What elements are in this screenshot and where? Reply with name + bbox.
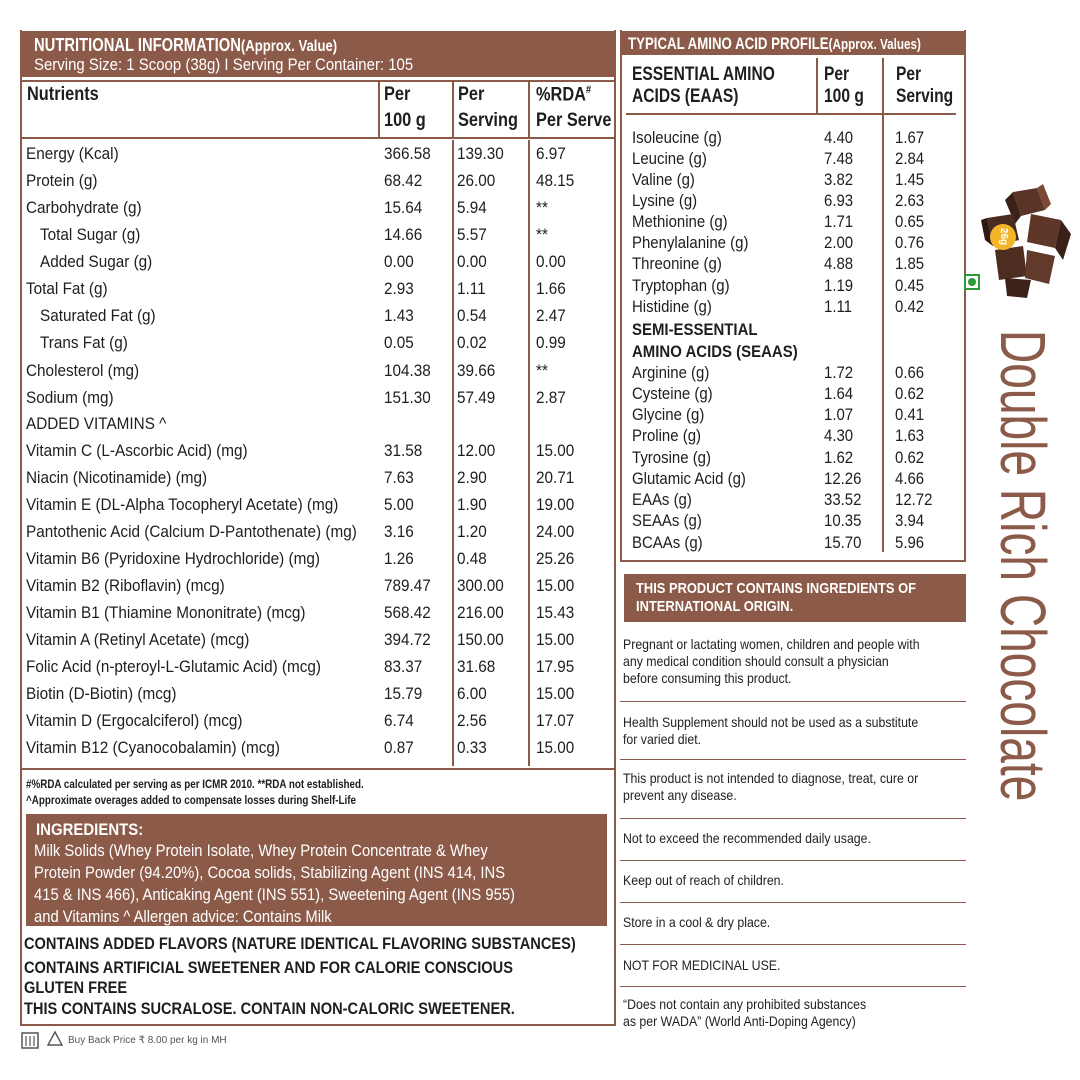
- nutrient-per-serving: 0.02: [457, 333, 487, 352]
- table-bottom-rule: [22, 768, 614, 770]
- nutrient-per100: 104.38: [384, 361, 431, 380]
- amino-name: Glutamic Acid (g): [632, 469, 746, 488]
- nutrient-rda: 0.00: [536, 252, 566, 271]
- nutrient-per-serving: 300.00: [457, 576, 504, 595]
- ingredients-line: 415 & INS 466), Anticaking Agent (INS 551), Sweetening Agent (INS 955): [34, 885, 515, 904]
- amino-head-name: [632, 64, 775, 108]
- col-perserv-bottom: Serving: [458, 110, 518, 131]
- nutrient-per100: 0.00: [384, 252, 414, 271]
- nutrition-row: [26, 468, 614, 494]
- header-rule-bottom: [22, 137, 614, 139]
- nutrient-per-serving: 39.66: [457, 361, 496, 380]
- nutrition-row: [26, 144, 614, 170]
- nutrient-per100: 15.79: [384, 684, 423, 703]
- nutrition-row: [26, 171, 614, 197]
- amino-name: Valine (g): [632, 170, 695, 189]
- nutrient-name: Total Fat (g): [26, 279, 108, 298]
- amino-per-serving: 5.96: [895, 533, 925, 552]
- amino-per-serving: 0.62: [895, 384, 925, 403]
- nutrient-name: Vitamin D (Ergocalciferol) (mcg): [26, 711, 243, 730]
- amino-per-serving: 3.94: [895, 511, 925, 530]
- semi-essential-title: SEMI-ESSENTIAL: [632, 320, 758, 339]
- semi-essential-subtitle: AMINO ACIDS (SEAAS): [632, 342, 798, 361]
- warning-divider: [620, 986, 966, 987]
- nutrition-title: NUTRITIONAL INFORMATION(Approx. Value): [34, 35, 338, 55]
- amino-per100: 1.72: [824, 363, 854, 382]
- amino-per-serving: 4.66: [895, 469, 925, 488]
- amino-row: [632, 405, 962, 427]
- nutrient-name: Vitamin B12 (Cyanocobalamin) (mcg): [26, 738, 280, 757]
- warning-line: “Does not contain any prohibited substances: [623, 996, 867, 1012]
- nutrient-per-serving: 57.49: [457, 388, 496, 407]
- nutrient-per100: 1.43: [384, 306, 414, 325]
- amino-per-serving: 1.85: [895, 254, 925, 273]
- amino-row: [632, 128, 962, 150]
- amino-per-serving: 1.67: [895, 128, 925, 147]
- nutrient-rda: **: [536, 361, 548, 380]
- amino-row: [632, 254, 962, 276]
- amino-row: [632, 191, 962, 213]
- amino-per-serving: 0.62: [895, 448, 925, 467]
- nutrient-per100: 789.47: [384, 576, 431, 595]
- amino-per100: 1.11: [824, 297, 853, 316]
- nutrient-per100: 0.87: [384, 738, 414, 757]
- warning-line: as per WADA” (World Anti-Doping Agency): [623, 1013, 856, 1029]
- nutrient-name: Pantothenic Acid (Calcium D-Pantothenate) (mg): [26, 522, 357, 541]
- warning-storage: Store in a cool & dry place.: [623, 914, 771, 930]
- nutrient-per100: 3.16: [384, 522, 414, 541]
- warning-divider: [620, 902, 966, 903]
- warning-not-medicinal: NOT FOR MEDICINAL USE.: [623, 957, 781, 973]
- nutrient-name: Added Sugar (g): [40, 252, 153, 271]
- nutrient-per100: 568.42: [384, 603, 431, 622]
- nutrient-per100: 68.42: [384, 171, 423, 190]
- nutrient-per-serving: 150.00: [457, 630, 504, 649]
- international-line: INTERNATIONAL ORIGIN.: [636, 598, 794, 615]
- nutrient-rda: 19.00: [536, 495, 575, 514]
- warning-divider: [620, 701, 966, 702]
- amino-name: EAAs (g): [632, 490, 692, 509]
- amino-row: [632, 212, 962, 234]
- nutrition-row: [26, 738, 614, 764]
- col-nutrients: Nutrients: [27, 84, 99, 105]
- nutrient-per-serving: 2.90: [457, 468, 487, 487]
- amino-head-serving: [896, 64, 953, 108]
- nutrition-row: [26, 711, 614, 737]
- recycle-triangle-icon: [46, 1030, 64, 1048]
- nutrition-row: [26, 522, 614, 548]
- amino-head-serving-line1: Per: [896, 64, 922, 85]
- nutrition-row: [26, 333, 614, 359]
- nutrient-name: Vitamin B6 (Pyridoxine Hydrochloride) (mg): [26, 549, 320, 568]
- amino-per-serving: 0.65: [895, 212, 925, 231]
- buyback-price: Buy Back Price ₹ 8.00 per kg in MH: [68, 1035, 227, 1046]
- nutrient-rda: 24.00: [536, 522, 575, 541]
- amino-per100: 15.70: [824, 533, 862, 552]
- nutrient-name: Trans Fat (g): [40, 333, 128, 352]
- nutrient-name: Saturated Fat (g): [40, 306, 156, 325]
- col-divider-1: [378, 80, 380, 138]
- amino-name: Phenylalanine (g): [632, 233, 749, 252]
- nutrient-per-serving: 139.30: [457, 144, 504, 163]
- nutrient-name: Cholesterol (mg): [26, 361, 140, 380]
- nutrient-rda: 17.07: [536, 711, 575, 730]
- nutrient-per100: 1.26: [384, 549, 414, 568]
- protein-badge-text: 26g: [998, 227, 1010, 246]
- amino-name: Tryptophan (g): [632, 276, 730, 295]
- nutrient-per100: 366.58: [384, 144, 431, 163]
- nutrition-row: [26, 684, 614, 710]
- warning-line: prevent any disease.: [623, 787, 737, 803]
- nutrient-per-serving: 31.68: [457, 657, 496, 676]
- nutrient-rda: 2.87: [536, 388, 566, 407]
- col-rda-top: %RDA#: [536, 84, 592, 106]
- amino-per-serving: 2.63: [895, 191, 925, 210]
- nutrient-per100: 83.37: [384, 657, 423, 676]
- warning-pregnant: [623, 636, 920, 687]
- amino-per-serving: 0.41: [895, 405, 925, 424]
- warning-divider: [620, 860, 966, 861]
- amino-per-serving: 2.84: [895, 149, 925, 168]
- amino-name: Histidine (g): [632, 297, 712, 316]
- nutrient-per-serving: 12.00: [457, 441, 496, 460]
- footnote-rda: #%RDA calculated per serving as per ICMR 2010. **RDA not established.: [26, 777, 364, 791]
- amino-per100: 4.30: [824, 426, 854, 445]
- amino-row: [632, 533, 962, 555]
- nutrition-row: [26, 549, 614, 575]
- amino-per100: 10.35: [824, 511, 862, 530]
- nutrient-per100: 7.63: [384, 468, 414, 487]
- nutrient-name: Vitamin C (L-Ascorbic Acid) (mg): [26, 441, 248, 460]
- warning-divider: [620, 818, 966, 819]
- nutrition-row: [26, 225, 614, 251]
- nutrition-row: [26, 441, 614, 467]
- nutrient-rda: **: [536, 198, 548, 217]
- warning-line: any medical condition should consult a physician: [623, 653, 889, 669]
- international-line: THIS PRODUCT CONTAINS INGREDIENTS OF: [636, 580, 916, 597]
- warning-daily-usage: Not to exceed the recommended daily usage.: [623, 830, 871, 846]
- nutrition-row: [26, 576, 614, 602]
- nutrient-name: Carbohydrate (g): [26, 198, 142, 217]
- ingredients-line: and Vitamins ^ Allergen advice: Contains Milk: [34, 907, 332, 926]
- col-divider-2: [452, 80, 454, 138]
- nutrient-per-serving: 0.54: [457, 306, 487, 325]
- international-origin-text: [636, 580, 916, 616]
- warning-substitute: [623, 714, 918, 748]
- nutrition-row: [26, 630, 614, 656]
- nutrient-rda: 15.00: [536, 630, 575, 649]
- amino-per-serving: 12.72: [895, 490, 933, 509]
- amino-name: Glycine (g): [632, 405, 705, 424]
- amino-name: Lysine (g): [632, 191, 698, 210]
- nutrient-per-serving: 6.00: [457, 684, 487, 703]
- nutrient-name: Niacin (Nicotinamide) (mg): [26, 468, 208, 487]
- amino-per-serving: 1.45: [895, 170, 925, 189]
- amino-per100: 6.93: [824, 191, 854, 210]
- nutrient-rda: 15.00: [536, 441, 575, 460]
- nutrition-row: [26, 603, 614, 629]
- amino-per100: 3.82: [824, 170, 854, 189]
- serving-size-line: Serving Size: 1 Scoop (38g) I Serving Per Container: 105: [34, 55, 414, 74]
- amino-name: BCAAs (g): [632, 533, 703, 552]
- claim-sucralose: THIS CONTAINS SUCRALOSE. CONTAIN NON-CALORIC SWEETENER.: [24, 999, 515, 1018]
- footnote-overage: ^Approximate overages added to compensate losses during Shelf-Life: [26, 793, 356, 807]
- amino-per100: 1.62: [824, 448, 854, 467]
- amino-row: [632, 511, 962, 533]
- amino-name: Cysteine (g): [632, 384, 713, 403]
- amino-per100: 1.71: [824, 212, 854, 231]
- nutrient-per100: 151.30: [384, 388, 431, 407]
- amino-row: [632, 469, 962, 491]
- nutrient-name: ADDED VITAMINS ^: [26, 414, 167, 433]
- nutrient-rda: 20.71: [536, 468, 575, 487]
- nutrient-name: Vitamin B2 (Riboflavin) (mcg): [26, 576, 225, 595]
- nutrient-rda: 1.66: [536, 279, 566, 298]
- nutrition-row: [26, 306, 614, 332]
- amino-per-serving: 0.42: [895, 297, 925, 316]
- nutrient-per-serving: 5.94: [457, 198, 487, 217]
- ingredients-line: Milk Solids (Whey Protein Isolate, Whey Protein Concentrate & Whey: [34, 841, 488, 860]
- recycle-bin-icon: [20, 1030, 42, 1050]
- amino-row: [632, 448, 962, 470]
- amino-per100: 1.64: [824, 384, 854, 403]
- nutrient-rda: 17.95: [536, 657, 575, 676]
- amino-head-per100-line2: 100 g: [824, 86, 864, 107]
- header-rule-top: [22, 80, 614, 82]
- nutrient-rda: 2.47: [536, 306, 566, 325]
- amino-header-rule: [626, 113, 956, 115]
- amino-per100: 1.19: [824, 276, 854, 295]
- nutrient-name: Folic Acid (n-pteroyl-L-Glutamic Acid) (mcg): [26, 657, 322, 676]
- nutrient-name: Total Sugar (g): [40, 225, 141, 244]
- amino-per100: 33.52: [824, 490, 862, 509]
- nutrition-row: [26, 414, 614, 440]
- nutrient-rda: 25.26: [536, 549, 575, 568]
- amino-row: [632, 233, 962, 255]
- amino-per-serving: 1.63: [895, 426, 925, 445]
- nutrient-rda: 0.99: [536, 333, 566, 352]
- nutrition-row: [26, 361, 614, 387]
- amino-head-name-line2: ACIDS (EAAS): [632, 86, 739, 107]
- nutrient-rda: 15.00: [536, 684, 575, 703]
- amino-title: TYPICAL AMINO ACID PROFILE(Approx. Values): [628, 34, 921, 53]
- amino-head-name-line1: ESSENTIAL AMINO: [632, 64, 775, 85]
- amino-name: Methionine (g): [632, 212, 728, 231]
- nutrient-per100: 14.66: [384, 225, 423, 244]
- amino-name: Threonine (g): [632, 254, 722, 273]
- amino-per100: 7.48: [824, 149, 854, 168]
- col-rda-bottom: Per Serve: [536, 110, 612, 131]
- nutrient-per100: 31.58: [384, 441, 423, 460]
- amino-per-serving: 0.45: [895, 276, 925, 295]
- nutrient-name: Biotin (D-Biotin) (mcg): [26, 684, 177, 703]
- warning-line: Pregnant or lactating women, children and people with: [623, 636, 920, 652]
- ingredients-line: Protein Powder (94.20%), Cocoa solids, Stabilizing Agent (INS 414, INS: [34, 863, 506, 882]
- amino-per100: 1.07: [824, 405, 854, 424]
- nutrient-per100: 15.64: [384, 198, 423, 217]
- warning-line: for varied diet.: [623, 731, 702, 747]
- nutrient-per100: 6.74: [384, 711, 414, 730]
- amino-head-per100-line1: Per: [824, 64, 850, 85]
- amino-per100: 2.00: [824, 233, 854, 252]
- nutrient-per100: 2.93: [384, 279, 414, 298]
- flavor-name: Double Rich Chocolate: [987, 330, 1059, 802]
- amino-name: Tyrosine (g): [632, 448, 711, 467]
- amino-name: SEAAs (g): [632, 511, 702, 530]
- amino-name: Leucine (g): [632, 149, 707, 168]
- nutrient-rda: 48.15: [536, 171, 575, 190]
- nutrition-row: [26, 252, 614, 278]
- nutrient-name: Vitamin E (DL-Alpha Tocopheryl Acetate) (mg): [26, 495, 339, 514]
- amino-row: [632, 149, 962, 171]
- nutrition-row: [26, 495, 614, 521]
- amino-per100: 12.26: [824, 469, 862, 488]
- nutrient-per-serving: 1.11: [457, 279, 486, 298]
- claim-added-flavors: CONTAINS ADDED FLAVORS (NATURE IDENTICAL FLAVORING SUBSTANCES): [24, 934, 576, 953]
- amino-head-serving-line2: Serving: [896, 86, 954, 107]
- nutrient-per-serving: 216.00: [457, 603, 504, 622]
- nutrient-name: Energy (Kcal): [26, 144, 119, 163]
- nutrient-name: Sodium (mg): [26, 388, 114, 407]
- nutrient-per100: 0.05: [384, 333, 414, 352]
- warning-line: before consuming this product.: [623, 670, 792, 686]
- amino-row: [632, 384, 962, 406]
- amino-row: [632, 363, 962, 385]
- nutrient-per100: 5.00: [384, 495, 414, 514]
- nutrient-rda: 15.43: [536, 603, 575, 622]
- nutrient-per-serving: 0.48: [457, 549, 487, 568]
- footnotes: [26, 776, 364, 808]
- warning-line: Health Supplement should not be used as a substitute: [623, 714, 919, 730]
- amino-head-per100: [824, 64, 864, 108]
- amino-per-serving: 0.66: [895, 363, 925, 382]
- amino-row: [632, 276, 962, 298]
- amino-name: Proline (g): [632, 426, 702, 445]
- nutrient-name: Vitamin B1 (Thiamine Mononitrate) (mcg): [26, 603, 306, 622]
- nutrition-row: [26, 388, 614, 414]
- claim-gluten-free: GLUTEN FREE: [24, 978, 128, 997]
- amino-per100: 4.88: [824, 254, 854, 273]
- warning-divider: [620, 944, 966, 945]
- nutrient-per-serving: 1.20: [457, 522, 487, 541]
- amino-row: [632, 297, 962, 319]
- amino-name: Isoleucine (g): [632, 128, 722, 147]
- claim-artificial-sweetener: CONTAINS ARTIFICIAL SWEETENER AND FOR CALORIE CONSCIOUS: [24, 958, 513, 977]
- nutrient-name: Vitamin A (Retinyl Acetate) (mcg): [26, 630, 250, 649]
- col-per100-bottom: 100 g: [384, 110, 426, 131]
- ingredients-text: [34, 840, 591, 928]
- veg-dot-icon: [968, 278, 976, 286]
- amino-row: [632, 170, 962, 192]
- amino-per100: 4.40: [824, 128, 854, 147]
- nutrition-row: [26, 657, 614, 683]
- amino-row: [632, 490, 962, 512]
- nutrient-per-serving: 5.57: [457, 225, 487, 244]
- nutrient-rda: 15.00: [536, 576, 575, 595]
- nutrient-rda: **: [536, 225, 548, 244]
- nutrient-per-serving: 0.00: [457, 252, 487, 271]
- amino-per-serving: 0.76: [895, 233, 925, 252]
- nutrient-per-serving: 26.00: [457, 171, 496, 190]
- nutrient-per-serving: 1.90: [457, 495, 487, 514]
- col-per100-top: Per: [384, 84, 411, 105]
- nutrient-rda: 15.00: [536, 738, 575, 757]
- amino-name: Arginine (g): [632, 363, 710, 382]
- warning-not-diagnose: [623, 770, 918, 804]
- nutrient-name: Protein (g): [26, 171, 98, 190]
- amino-row: [632, 426, 962, 448]
- nutrition-row: [26, 198, 614, 224]
- warning-wada: [623, 996, 866, 1030]
- amino-col-divider-1-head: [816, 58, 818, 114]
- nutrient-per-serving: 0.33: [457, 738, 487, 757]
- col-divider-3: [528, 80, 530, 138]
- ingredients-title: INGREDIENTS:: [36, 820, 144, 839]
- warning-children: Keep out of reach of children.: [623, 872, 784, 888]
- warning-divider: [620, 759, 966, 760]
- nutrition-row: [26, 279, 614, 305]
- col-perserv-top: Per: [458, 84, 485, 105]
- nutrient-per100: 394.72: [384, 630, 431, 649]
- nutrient-per-serving: 2.56: [457, 711, 487, 730]
- nutrient-rda: 6.97: [536, 144, 566, 163]
- warning-line: This product is not intended to diagnose, treat, cure or: [623, 770, 919, 786]
